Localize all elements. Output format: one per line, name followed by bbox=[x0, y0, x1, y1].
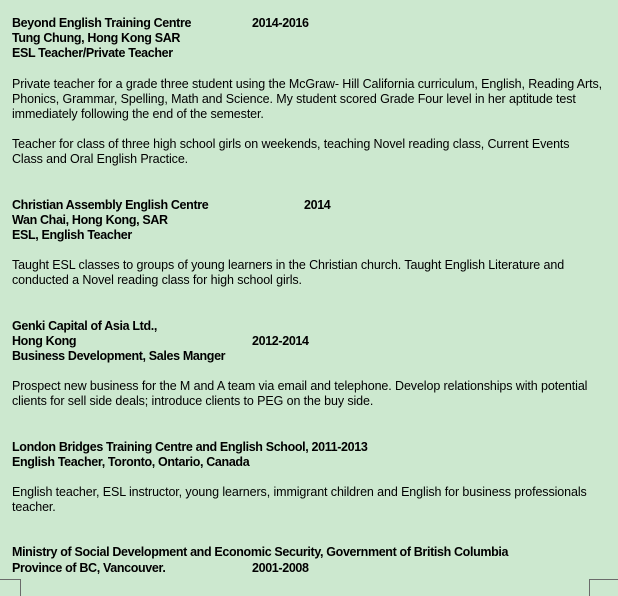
job-role-location: English Teacher, Toronto, Ontario, Canada bbox=[12, 454, 250, 469]
job-entry-genki-capital bbox=[12, 319, 602, 410]
job-org: Christian Assembly English Centre bbox=[12, 197, 209, 212]
job-entry-beyond-english bbox=[12, 16, 602, 168]
job-location-row bbox=[12, 334, 602, 349]
page-corner-marker-right bbox=[589, 579, 618, 596]
job-dates: 2014-2016 bbox=[252, 16, 309, 30]
job-entry-london-bridges bbox=[12, 440, 602, 516]
resume-page bbox=[12, 16, 602, 576]
job-org-dates: London Bridges Training Centre and English School, 2011-2013 bbox=[12, 439, 368, 454]
job-entry-bc-ministry bbox=[12, 545, 602, 575]
job-org: Beyond English Training Centre bbox=[12, 16, 192, 30]
job-header bbox=[12, 16, 602, 62]
job-dates: 2014 bbox=[304, 197, 331, 212]
job-org: Ministry of Social Development and Economic Security, Government of British Columbia bbox=[12, 545, 509, 560]
job-location: Tung Chung, Hong Kong SAR bbox=[12, 31, 181, 46]
job-description: Prospect new business for the M and A team via email and telephone. Develop relationships with potential clients for sell side deals; introduce clients to PEG on the buy side. bbox=[12, 379, 588, 409]
job-header bbox=[12, 319, 602, 365]
job-location: Hong Kong bbox=[12, 333, 77, 348]
job-description: Private teacher for a grade three student using the McGraw- Hill California curriculum, English, Reading Arts, Phonics, Grammar, Spelling, Math and Science. My student scored Grade Four level in her aptitude test immediately following the end of the semester. bbox=[12, 76, 602, 122]
job-location: Wan Chai, Hong Kong, SAR bbox=[12, 212, 168, 227]
job-header bbox=[12, 545, 602, 575]
page-corner-marker-left bbox=[0, 579, 21, 596]
job-description: English teacher, ESL instructor, young learners, immigrant children and English for business professionals teacher. bbox=[12, 485, 587, 515]
job-dates: 2012-2014 bbox=[252, 333, 309, 348]
job-dates: 2001-2008 bbox=[252, 560, 309, 575]
job-header bbox=[12, 198, 602, 244]
job-description: Teacher for class of three high school girls on weekends, teaching Novel reading class, Current Events Class and Oral English Practice. bbox=[12, 137, 570, 167]
job-role: ESL, English Teacher bbox=[12, 228, 132, 243]
job-header bbox=[12, 440, 602, 470]
job-org-row bbox=[12, 198, 602, 213]
job-location-row bbox=[12, 561, 602, 576]
job-role: Business Development, Sales Manger bbox=[12, 349, 226, 364]
job-location: Province of BC, Vancouver. bbox=[12, 560, 166, 575]
job-role: ESL Teacher/Private Teacher bbox=[12, 46, 173, 61]
job-entry-christian-assembly bbox=[12, 198, 602, 289]
job-description: Taught ESL classes to groups of young learners in the Christian church. Taught English Literature and conducted a Novel reading class for high school girls. bbox=[12, 258, 565, 288]
job-org-row bbox=[12, 16, 602, 31]
job-org: Genki Capital of Asia Ltd., bbox=[12, 318, 157, 333]
